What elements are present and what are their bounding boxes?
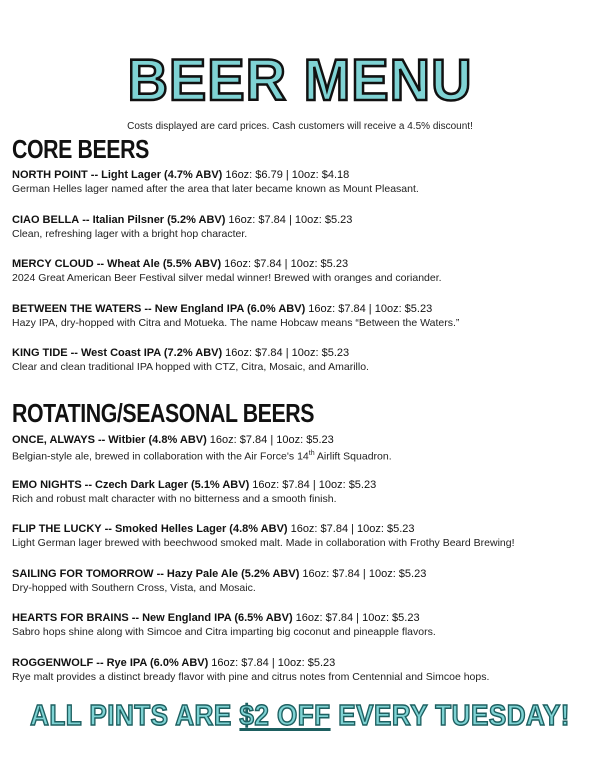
beer-description bbox=[12, 447, 592, 464]
beer-style: Witbier (4.8% ABV) bbox=[108, 434, 207, 446]
beer-prices: 16oz: $7.84 | 10oz: $5.23 bbox=[228, 213, 353, 226]
promo-highlight: $2 OFF bbox=[239, 700, 331, 732]
beer-description-superscript: th bbox=[308, 450, 315, 457]
beer-prices: 16oz: $7.84 | 10oz: $5.23 bbox=[252, 478, 377, 491]
beer-item bbox=[12, 611, 592, 656]
beer-name: EMO NIGHTS bbox=[12, 478, 82, 491]
beer-separator: -- bbox=[104, 523, 112, 535]
beer-description-text: Rich and robust malt character with no bitterness and a smooth finish. bbox=[12, 492, 337, 505]
beer-style: Rye IPA (6.0% ABV) bbox=[106, 656, 209, 669]
beer-style: New England IPA (6.0% ABV) bbox=[154, 302, 306, 315]
beer-separator: -- bbox=[90, 169, 99, 181]
beer-separator: -- bbox=[70, 347, 78, 359]
beer-title-line bbox=[12, 522, 592, 536]
beer-description-text: Belgian-style ale, brewed in collaboration with the Air Force's 14 bbox=[12, 450, 309, 463]
beer-name: ONCE, ALWAYS bbox=[12, 434, 95, 446]
beer-description bbox=[12, 271, 592, 285]
beer-description-text: Sabro hops shine along with Simcoe and Citra imparting big coconut and pineapple flavors. bbox=[12, 626, 436, 638]
beer-item bbox=[12, 433, 592, 478]
beer-separator: -- bbox=[144, 302, 152, 315]
beer-name: FLIP THE LUCKY bbox=[12, 523, 102, 535]
beer-description bbox=[12, 625, 592, 639]
core-beers-list bbox=[12, 168, 592, 391]
beer-item bbox=[12, 302, 592, 347]
beer-name: SAILING FOR TOMORROW bbox=[12, 567, 154, 580]
beer-prices: 16oz: $7.84 | 10oz: $5.23 bbox=[308, 302, 433, 315]
beer-item bbox=[12, 522, 592, 567]
beer-separator: -- bbox=[97, 434, 106, 446]
cash-discount-notice: Costs displayed are card prices. Cash customers will receive a 4.5% discount! bbox=[127, 121, 473, 132]
beer-description-text: Hazy IPA, dry-hopped with Citra and Motueka. The name Hobcaw means “Between the Waters.” bbox=[12, 316, 460, 329]
beer-style: Smoked Helles Lager (4.8% ABV) bbox=[114, 523, 288, 535]
beer-description bbox=[12, 581, 592, 595]
beer-prices: 16oz: $7.84 | 10oz: $5.23 bbox=[224, 258, 349, 270]
beer-style: Hazy Pale Ale (5.2% ABV) bbox=[166, 567, 300, 580]
beer-item bbox=[12, 213, 592, 258]
beer-name: NORTH POINT bbox=[12, 169, 88, 181]
core-beers-heading: CORE BEERS bbox=[12, 134, 149, 164]
beer-separator: -- bbox=[84, 478, 92, 491]
beer-prices: 16oz: $7.84 | 10oz: $5.23 bbox=[225, 347, 350, 359]
beer-description bbox=[12, 227, 592, 241]
rotating-beers-heading: ROTATING/SEASONAL BEERS bbox=[12, 398, 315, 428]
beer-prices: 16oz: $7.84 | 10oz: $5.23 bbox=[290, 523, 415, 535]
beer-item bbox=[12, 346, 592, 391]
beer-description bbox=[12, 316, 592, 330]
beer-description-text: Dry-hopped with Southern Cross, Vista, and Mosaic. bbox=[12, 581, 256, 594]
beer-item bbox=[12, 478, 592, 523]
beer-separator: -- bbox=[156, 567, 164, 580]
beer-name: BETWEEN THE WATERS bbox=[12, 302, 142, 315]
beer-description bbox=[12, 536, 592, 550]
beer-title-line bbox=[12, 257, 592, 271]
beer-item bbox=[12, 656, 592, 701]
beer-title-line bbox=[12, 567, 592, 581]
beer-style: Light Lager (4.7% ABV) bbox=[101, 169, 223, 181]
beer-separator: -- bbox=[131, 612, 140, 624]
beer-item bbox=[12, 168, 592, 213]
tuesday-promo-banner bbox=[30, 700, 570, 733]
beer-style: West Coast IPA (7.2% ABV) bbox=[80, 347, 223, 359]
beer-title-line bbox=[12, 213, 592, 227]
beer-name: KING TIDE bbox=[12, 347, 68, 359]
page-title: BEER MENU bbox=[127, 46, 473, 113]
beer-title-line bbox=[12, 433, 592, 447]
beer-description-tail: Airlift Squadron. bbox=[314, 450, 392, 463]
beer-title-line bbox=[12, 478, 592, 492]
beer-description-text: Rye malt provides a distinct bready flavor with pine and citrus notes from Centennial and Simcoe hops. bbox=[12, 670, 490, 683]
beer-separator: -- bbox=[96, 258, 105, 270]
beer-name: MERCY CLOUD bbox=[12, 258, 94, 270]
beer-style: Czech Dark Lager (5.1% ABV) bbox=[95, 478, 250, 491]
beer-title-line bbox=[12, 302, 592, 316]
beer-description-text: 2024 Great American Beer Festival silver medal winner! Brewed with oranges and coriander. bbox=[12, 272, 442, 284]
beer-style: Wheat Ale (5.5% ABV) bbox=[107, 258, 222, 270]
beer-title-line bbox=[12, 346, 592, 360]
beer-prices: 16oz: $6.79 | 10oz: $4.18 bbox=[225, 169, 350, 181]
beer-title-line bbox=[12, 656, 592, 670]
beer-prices: 16oz: $7.84 | 10oz: $5.23 bbox=[302, 567, 427, 580]
beer-name: HEARTS FOR BRAINS bbox=[12, 612, 129, 624]
rotating-beers-list bbox=[12, 433, 592, 700]
beer-prices: 16oz: $7.84 | 10oz: $5.23 bbox=[295, 612, 420, 624]
beer-title-line bbox=[12, 168, 592, 182]
beer-style: Italian Pilsner (5.2% ABV) bbox=[92, 213, 226, 226]
beer-title-line bbox=[12, 611, 592, 625]
beer-style: New England IPA (6.5% ABV) bbox=[142, 612, 293, 624]
beer-name: CIAO BELLA bbox=[12, 213, 80, 226]
promo-text-after: EVERY TUESDAY! bbox=[330, 700, 570, 732]
beer-item bbox=[12, 567, 592, 612]
beer-separator: -- bbox=[82, 213, 90, 226]
beer-description bbox=[12, 492, 592, 506]
beer-description bbox=[12, 182, 592, 196]
beer-description-text: German Helles lager named after the area that later became known as Mount Pleasant. bbox=[12, 183, 419, 195]
beer-description-text: Clean, refreshing lager with a bright hop character. bbox=[12, 227, 248, 240]
beer-description bbox=[12, 670, 592, 684]
beer-description bbox=[12, 360, 592, 374]
beer-prices: 16oz: $7.84 | 10oz: $5.23 bbox=[211, 656, 336, 669]
beer-name: ROGGENWOLF bbox=[12, 656, 94, 669]
beer-item bbox=[12, 257, 592, 302]
beer-description-text: Light German lager brewed with beechwood smoked malt. Made in collaboration with Frothy Beard Brewing! bbox=[12, 537, 515, 549]
promo-text-before: ALL PINTS ARE bbox=[30, 700, 240, 732]
beer-prices: 16oz: $7.84 | 10oz: $5.23 bbox=[209, 434, 334, 446]
beer-separator: -- bbox=[96, 656, 104, 669]
beer-description-text: Clear and clean traditional IPA hopped with CTZ, Citra, Mosaic, and Amarillo. bbox=[12, 361, 369, 373]
